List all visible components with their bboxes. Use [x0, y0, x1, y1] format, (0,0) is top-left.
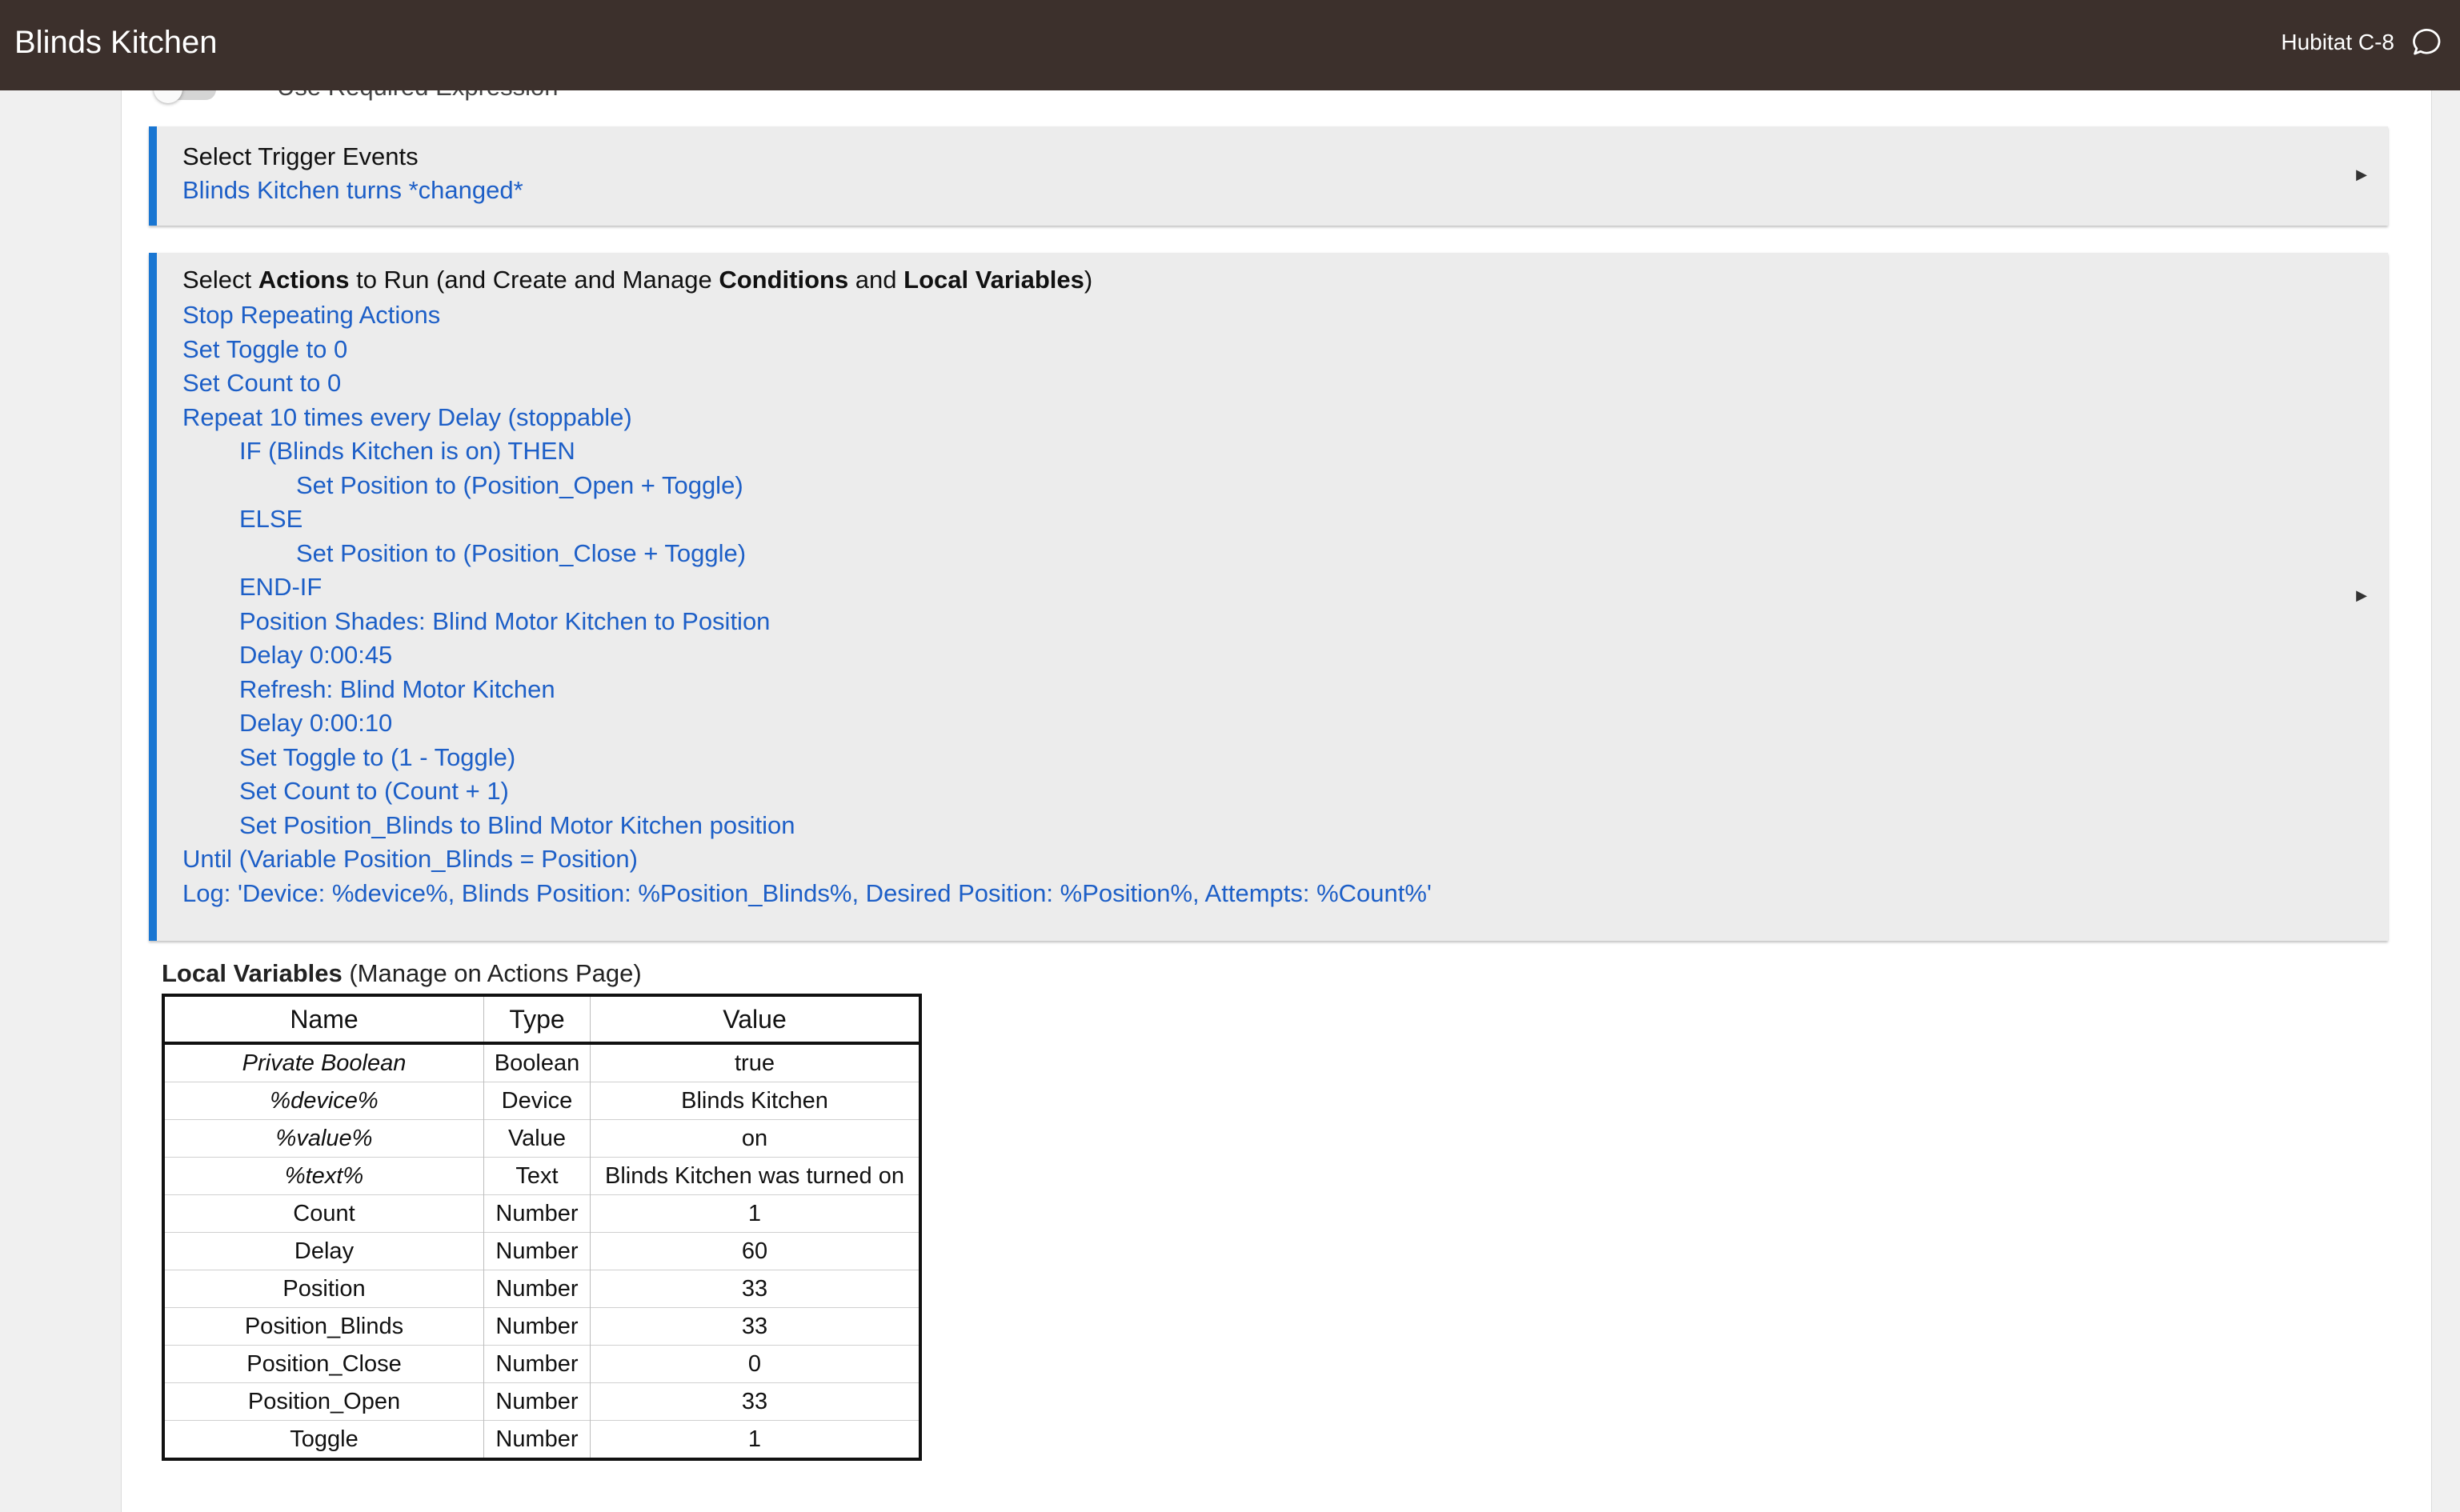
local-variables-table — [162, 994, 922, 1461]
variable-type-cell: Text — [484, 1158, 591, 1195]
action-line: Set Count to 0 — [182, 369, 342, 397]
trigger-card-title: Select Trigger Events — [182, 142, 419, 170]
variable-name-cell: %value% — [163, 1120, 484, 1158]
action-line: Set Count to (Count + 1) — [239, 777, 509, 805]
variable-value-cell: Blinds Kitchen was turned on — [591, 1158, 921, 1195]
table-row — [163, 1233, 920, 1270]
table-row — [163, 1082, 920, 1120]
variable-type-cell: Number — [484, 1421, 591, 1460]
action-line: Log: 'Device: %device%, Blinds Position: %Position_Blinds%, Desired Position: %Position%, Attempts: %Count%' — [182, 878, 1432, 907]
variable-value-cell: 1 — [591, 1195, 921, 1233]
variable-type-cell: Number — [484, 1346, 591, 1383]
action-line: Set Toggle to 0 — [182, 334, 348, 363]
variable-type-cell: Boolean — [484, 1043, 591, 1082]
variable-value-cell: 1 — [591, 1421, 921, 1460]
column-header-name: Name — [163, 995, 484, 1043]
column-header-value: Value — [591, 995, 921, 1043]
action-line: END-IF — [239, 573, 323, 601]
action-line: Set Position to (Position_Open + Toggle) — [296, 470, 743, 499]
actions-title-part: to Run (and Create and Manage — [349, 266, 719, 294]
action-line: Repeat 10 times every Delay (stoppable) — [182, 402, 632, 431]
variable-value-cell: 33 — [591, 1383, 921, 1421]
conditions-title-bold: Conditions — [719, 266, 849, 294]
variable-type-cell: Number — [484, 1383, 591, 1421]
table-row — [163, 1043, 920, 1082]
action-line: Set Toggle to (1 - Toggle) — [239, 742, 516, 771]
app-header — [0, 0, 2460, 90]
variable-value-cell: 33 — [591, 1270, 921, 1308]
action-line: Set Position_Blinds to Blind Motor Kitchen position — [239, 810, 795, 839]
variable-value-cell: 0 — [591, 1346, 921, 1383]
select-actions-button[interactable] — [149, 253, 2388, 941]
table-row — [163, 1383, 920, 1421]
trigger-summary: Blinds Kitchen turns *changed* — [182, 176, 523, 204]
hub-name-link[interactable]: Hubitat C-8 — [2281, 30, 2394, 54]
variable-name-cell: Position_Open — [163, 1383, 484, 1421]
action-line: Delay 0:00:45 — [239, 641, 393, 669]
action-line: Stop Repeating Actions — [182, 301, 441, 329]
chat-bubble-icon[interactable] — [2410, 24, 2444, 58]
action-line: IF (Blinds Kitchen is on) THEN — [239, 437, 575, 465]
variable-name-cell: Delay — [163, 1233, 484, 1270]
table-row — [163, 1120, 920, 1158]
local-variables-title: Local Variables — [162, 959, 343, 987]
table-row — [163, 1195, 920, 1233]
variable-name-cell: Private Boolean — [163, 1043, 484, 1082]
variable-value-cell: on — [591, 1120, 921, 1158]
action-line: Set Position to (Position_Close + Toggle) — [296, 538, 747, 567]
variable-name-cell: %text% — [163, 1158, 484, 1195]
local-variables-note: (Manage on Actions Page) — [342, 959, 642, 987]
table-row — [163, 1270, 920, 1308]
table-row — [163, 1308, 920, 1346]
expand-arrow-icon: ▶ — [2356, 166, 2367, 182]
variable-value-cell: Blinds Kitchen — [591, 1082, 921, 1120]
variable-name-cell: %device% — [163, 1082, 484, 1120]
expand-arrow-icon: ▶ — [2356, 587, 2367, 603]
column-header-type: Type — [484, 995, 591, 1043]
actions-title-bold: Actions — [258, 266, 350, 294]
variable-name-cell: Count — [163, 1195, 484, 1233]
variable-name-cell: Position — [163, 1270, 484, 1308]
variable-name-cell: Toggle — [163, 1421, 484, 1460]
action-line: Delay 0:00:10 — [239, 709, 393, 737]
actions-title-part: and — [848, 266, 904, 294]
actions-title-part: ) — [1084, 266, 1093, 294]
actions-title-part: Select — [182, 266, 258, 294]
local-variables-title-bold: Local Variables — [903, 266, 1084, 294]
variable-type-cell: Number — [484, 1270, 591, 1308]
table-header-row — [163, 995, 920, 1043]
action-line: Position Shades: Blind Motor Kitchen to Position — [239, 606, 771, 635]
main-content — [121, 90, 2432, 1512]
table-row — [163, 1158, 920, 1195]
action-line: ELSE — [239, 505, 303, 533]
table-row — [163, 1346, 920, 1383]
variable-name-cell: Position_Blinds — [163, 1308, 484, 1346]
action-line: Until (Variable Position_Blinds = Position) — [182, 845, 638, 873]
local-variables-heading — [162, 958, 642, 990]
table-row — [163, 1421, 920, 1460]
action-line: Refresh: Blind Motor Kitchen — [239, 674, 555, 703]
variable-name-cell: Position_Close — [163, 1346, 484, 1383]
variable-value-cell: true — [591, 1043, 921, 1082]
select-trigger-events-button[interactable] — [149, 126, 2388, 226]
variable-value-cell: 60 — [591, 1233, 921, 1270]
variable-type-cell: Device — [484, 1082, 591, 1120]
variable-type-cell: Number — [484, 1233, 591, 1270]
actions-card-title — [182, 264, 1092, 296]
table-body — [163, 1043, 920, 1459]
page-title: Blinds Kitchen — [14, 25, 218, 60]
variable-type-cell: Number — [484, 1195, 591, 1233]
variable-value-cell: 33 — [591, 1308, 921, 1346]
variable-type-cell: Number — [484, 1308, 591, 1346]
variable-type-cell: Value — [484, 1120, 591, 1158]
